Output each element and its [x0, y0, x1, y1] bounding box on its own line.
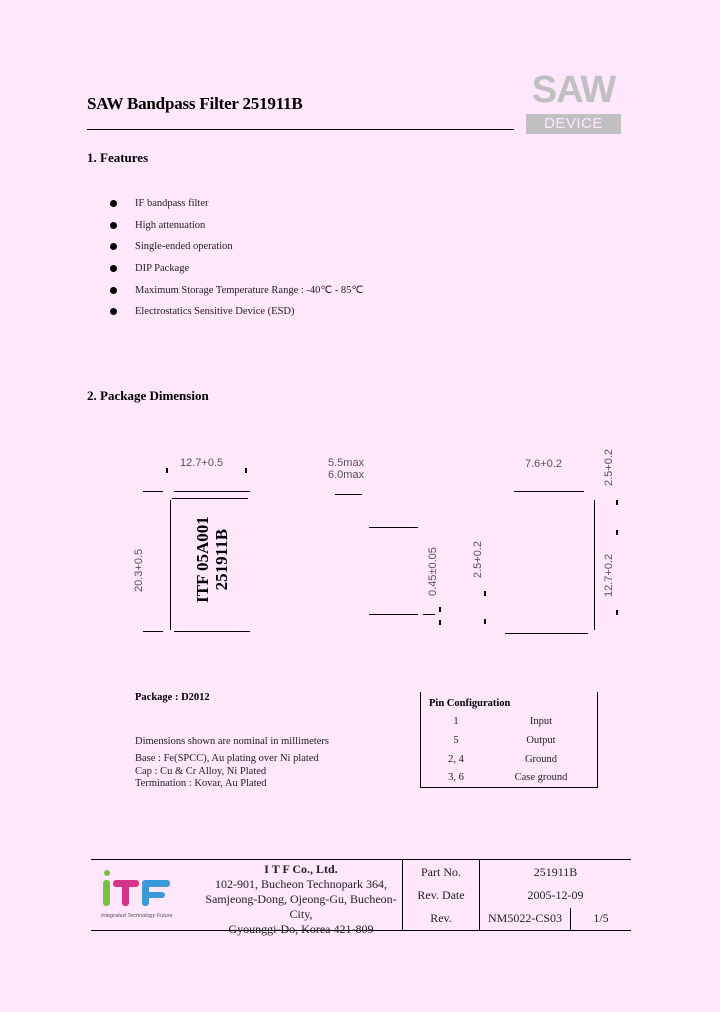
saw-device-logo	[526, 69, 621, 134]
features-list	[110, 193, 363, 323]
feature-item: IF bandpass filter	[110, 193, 363, 215]
rev-date-value: 2005-12-09	[527, 888, 584, 902]
features-heading: 1. Features	[87, 150, 149, 165]
svg-text:Integrated Technology Future: Integrated Technology Future	[101, 913, 173, 919]
pin-length-label: 2.5+0.2	[472, 540, 484, 578]
pin-pitch-label: 2.5+0.2	[603, 448, 615, 486]
base-material: Base : Fe(SPCC), Au plating over Ni plated	[135, 753, 319, 764]
bullet-icon	[110, 308, 117, 315]
bullet-icon	[110, 222, 117, 229]
cap-material: Cap : Cu & Cr Alloy, Ni Plated	[135, 766, 267, 777]
footer-info-block	[91, 859, 631, 936]
bullet-icon	[110, 243, 117, 250]
rev-value: NM5022-CS03	[487, 911, 562, 925]
bullet-icon	[110, 287, 117, 294]
bullet-icon	[110, 265, 117, 272]
logo-device-text: DEVICE	[526, 114, 621, 134]
rev-date-label: Rev. Date	[417, 888, 465, 902]
feature-item: DIP Package	[110, 258, 363, 280]
part-no-value: 251911B	[533, 865, 578, 879]
chip-marking: ITF 05A001 251911B	[193, 516, 231, 603]
pin-config-title: Pin Configuration	[429, 698, 511, 709]
pin-configuration-table: Pin Configuration 1 Input 5 Output 2, 4 Ground 3, 6 Case ground	[420, 692, 598, 788]
part-no-label: Part No.	[421, 865, 461, 879]
front-width-label: 12.7+0.5	[180, 457, 224, 469]
feature-item: Single-ended operation	[110, 236, 363, 258]
rev-label: Rev.	[430, 911, 452, 925]
feature-item: Electrostatics Sensitive Device (ESD)	[110, 301, 363, 323]
feature-item: High attenuation	[110, 215, 363, 237]
company-address: I T F Co., Ltd. 102-901, Bucheon Technopark 364, Samjeong-Dong, Ojeong-Gu, Bucheon-City, Gyounggi-Do, Korea 421-809	[205, 862, 397, 936]
dimension-note: Dimensions shown are nominal in millimeters	[135, 736, 329, 747]
itf-logo	[97, 866, 181, 924]
termination-material: Termination : Kovar, Au Plated	[135, 778, 267, 789]
logo-saw-text: SAW	[531, 69, 616, 111]
itf-logo-icon	[97, 866, 181, 924]
pin-diameter-label: 0.45±0.05	[427, 547, 439, 596]
pin-span-label: 12.7+0.2	[603, 553, 615, 597]
title-divider	[87, 129, 514, 130]
page-number: 1/5	[593, 911, 609, 925]
bottom-width-label: 7.6+0.2	[525, 458, 563, 470]
feature-item: Maximum Storage Temperature Range : -40℃ - 85℃	[110, 279, 363, 301]
front-height-label: 20.3+0.5	[133, 548, 145, 592]
side-thickness-label: 5.5max 6.0max	[328, 457, 365, 481]
package-type: Package : D2012	[135, 692, 210, 703]
package-dimension-heading: 2. Package Dimension	[87, 388, 209, 403]
bullet-icon	[110, 200, 117, 207]
document-title: SAW Bandpass Filter 251911B	[87, 94, 303, 113]
